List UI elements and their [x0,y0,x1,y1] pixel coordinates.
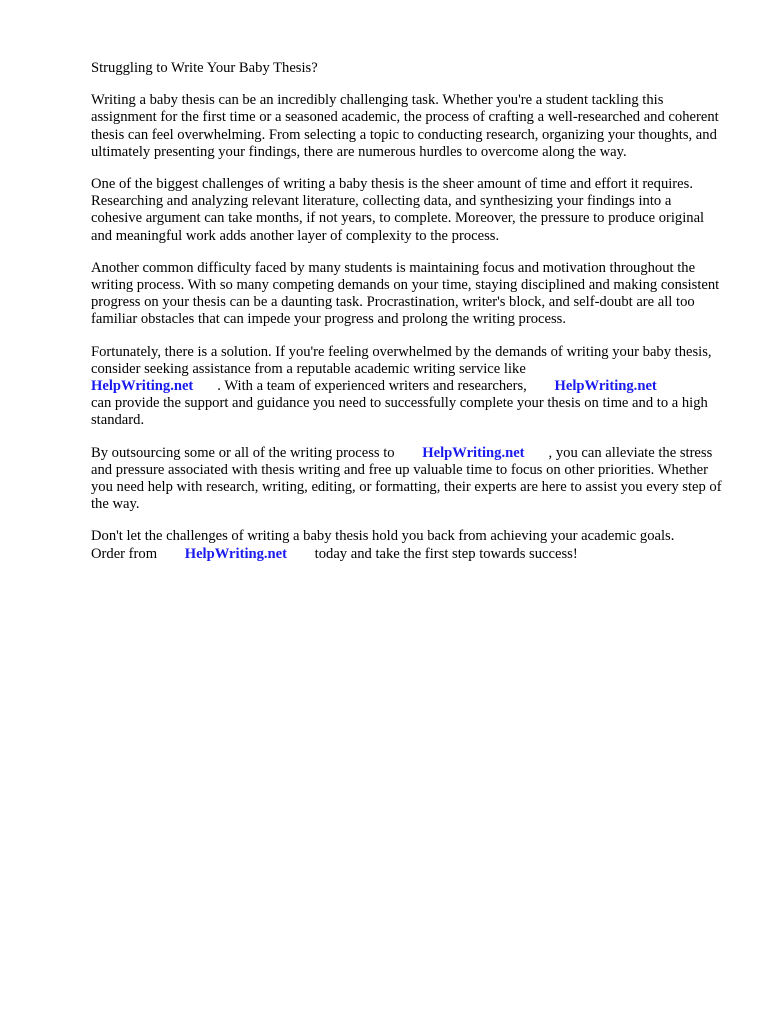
cta-text-before: Order from [91,545,158,562]
solution-text-after: can provide the support and guidance you need to successfully complete your thesis on time and to a high standard. [91,395,708,429]
outsourcing-text-before: By outsourcing some or all of the writing process to [91,444,395,461]
solution-text-before: Fortunately, there is a solution. If you're feeling overwhelmed by the demands of writing your baby thesis, consider seeking assistance from a reputable academic writing service like [91,343,712,377]
solution-text-middle: . With a team of experienced writers and researchers, [217,378,527,395]
helpwriting-link-3[interactable]: HelpWriting.net [422,444,525,461]
paragraph-outsourcing [91,445,723,514]
paragraph-solution [91,344,723,430]
helpwriting-link-2[interactable]: HelpWriting.net [554,378,657,395]
helpwriting-link-1[interactable]: HelpWriting.net [91,378,194,395]
outsourcing-text-after: , you can alleviate the stress and pressure associated with thesis writing and free up valuable time to focus on other priorities. Whether you need help with research, writing, editing, or formatting, their experts are here to assist you every step of the way. [91,444,722,513]
helpwriting-link-4[interactable]: HelpWriting.net [184,545,288,562]
document-page [91,60,723,578]
cta-text-line1: Don't let the challenges of writing a baby thesis hold you back from achieving your academic goals. [91,528,675,545]
cta-text-after: today and take the first step towards success! [314,545,578,562]
paragraph-intro: Writing a baby thesis can be an incredibly challenging task. Whether you're a student tackling this assignment for the first time or a seasoned academic, the process of crafting a well-researched and coherent thesis can feel overwhelming. From selecting a topic to conducting research, organizing your thoughts, and ultimately presenting your findings, there are numerous hurdles to overcome along the way. [91,92,719,160]
document-title: Struggling to Write Your Baby Thesis? [91,60,318,76]
paragraph-call-to-action [91,528,723,562]
paragraph-challenges: One of the biggest challenges of writing a baby thesis is the sheer amount of time and effort it requires. Researching and analyzing relevant literature, collecting data, and synthesizing your findings into a cohesive argument can take months, if not years, to complete. Moreover, the pressure to produce original and meaningful work adds another layer of complexity to the process. [91,176,705,244]
paragraph-difficulty: Another common difficulty faced by many students is maintaining focus and motivation throughout the writing process. With so many competing demands on your time, staying disciplined and making consistent progress on your thesis can be a daunting task. Procrastination, writer's block, and self-doubt are all too familiar obstacles that can impede your progress and prolong the writing process. [91,259,720,328]
